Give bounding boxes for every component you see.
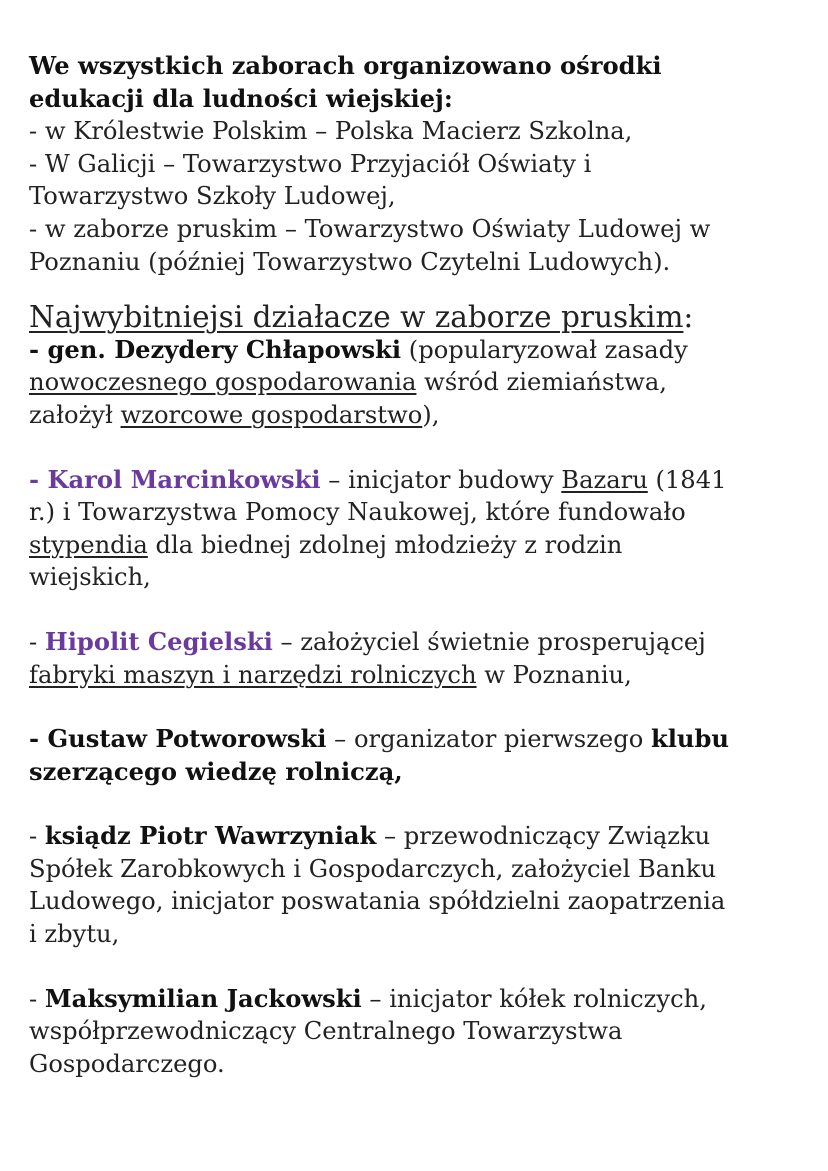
- jackowski-name: Maksymilian Jackowski: [44, 983, 362, 1013]
- jackowski-text1: – inicjator kółek rolniczych,: [361, 984, 707, 1013]
- section-title-colon: :: [683, 300, 694, 335]
- section-title: [29, 299, 808, 336]
- marcinkowski-name: - Karol Marcinkowski: [29, 464, 321, 494]
- entry-cegielski: [29, 626, 808, 691]
- entry-marcinkowski: [29, 464, 808, 594]
- chlapowski-text3: założył: [29, 400, 121, 429]
- marcinkowski-underline2: stypendia: [29, 530, 148, 559]
- jackowski-dash: -: [29, 984, 45, 1013]
- chlapowski-underline1: nowoczesnego gospodarowania: [29, 368, 417, 397]
- marcinkowski-underline1: Bazaru: [561, 465, 648, 494]
- intro-item-krolestwo: - w Królestwie Polskim – Polska Macierz Szkolna,: [29, 117, 633, 146]
- wawrzyniak-text2: Spółek Zarobkowych i Gospodarczych, założyciel Banku: [29, 854, 717, 883]
- entry-wawrzyniak: [29, 820, 808, 950]
- entry-chlapowski: [29, 334, 808, 432]
- marcinkowski-text2: (1841: [647, 465, 727, 494]
- intro-item-pruski-line1: - w zaborze pruskim – Towarzystwo Oświaty Ludowej w: [29, 214, 711, 243]
- cegielski-name: Hipolit Cegielski: [44, 626, 273, 656]
- marcinkowski-text5: wiejskich,: [29, 563, 151, 592]
- potworowski-text1: – organizator pierwszego: [326, 725, 651, 754]
- cegielski-underline1: fabryki maszyn i narzędzi rolniczych: [29, 660, 477, 689]
- intro-heading-line2: edukacji dla ludności wiejskiej:: [29, 83, 453, 113]
- chlapowski-underline2: wzorcowe gospodarstwo: [120, 400, 423, 429]
- wawrzyniak-name: ksiądz Piotr Wawrzyniak: [44, 821, 377, 851]
- marcinkowski-text3: r.) i Towarzystwa Pomocy Naukowej, które fundowało: [29, 498, 686, 527]
- intro-item-galicja-line2: Towarzystwo Szkoły Ludowej,: [29, 182, 396, 211]
- jackowski-text3: Gospodarczego.: [29, 1049, 225, 1078]
- wawrzyniak-text3: Ludowego, inicjator poswatania spółdzielni zaopatrzenia: [29, 887, 726, 916]
- intro-heading-line1: We wszystkich zaborach organizowano ośrodki: [29, 51, 662, 80]
- intro-item-galicja-line1: - W Galicji – Towarzystwo Przyjaciół Oświaty i: [29, 149, 592, 178]
- spacer: [29, 951, 808, 983]
- spacer: [29, 278, 808, 299]
- spacer: [29, 788, 808, 820]
- cegielski-dash: -: [29, 627, 45, 656]
- entry-jackowski: [29, 983, 808, 1081]
- jackowski-text2: współprzewodniczący Centralnego Towarzystwa: [29, 1017, 623, 1046]
- cegielski-text1: – założyciel świetnie prosperującej: [272, 627, 706, 656]
- potworowski-bold1: klubu: [650, 724, 730, 754]
- chlapowski-name: - gen. Dezydery Chłapowski: [29, 334, 402, 364]
- wawrzyniak-dash: -: [29, 822, 45, 851]
- spacer: [29, 432, 808, 464]
- section-title-text: Najwybitniejsi działacze w zaborze pruskim: [29, 300, 684, 335]
- marcinkowski-text1: – inicjator budowy: [320, 465, 562, 494]
- wawrzyniak-text1: – przewodniczący Związku: [376, 822, 711, 851]
- wawrzyniak-text4: i zbytu,: [29, 920, 120, 949]
- spacer: [29, 594, 808, 626]
- intro-paragraph: [29, 50, 808, 278]
- chlapowski-text4: ),: [422, 400, 440, 429]
- chlapowski-text1: (popularyzował zasady: [401, 335, 688, 364]
- spacer: [29, 691, 808, 723]
- cegielski-text2: w Poznaniu,: [476, 660, 632, 689]
- potworowski-bold2: szerzącego wiedzę rolniczą,: [29, 756, 403, 786]
- intro-item-pruski-line2: Poznaniu (później Towarzystwo Czytelni Ludowych).: [29, 247, 671, 276]
- entry-potworowski: [29, 723, 808, 788]
- potworowski-name: - Gustaw Potworowski: [29, 724, 327, 754]
- chlapowski-text2: wśród ziemiaństwa,: [416, 368, 667, 397]
- marcinkowski-text4: dla biednej zdolnej młodzieży z rodzin: [147, 530, 623, 559]
